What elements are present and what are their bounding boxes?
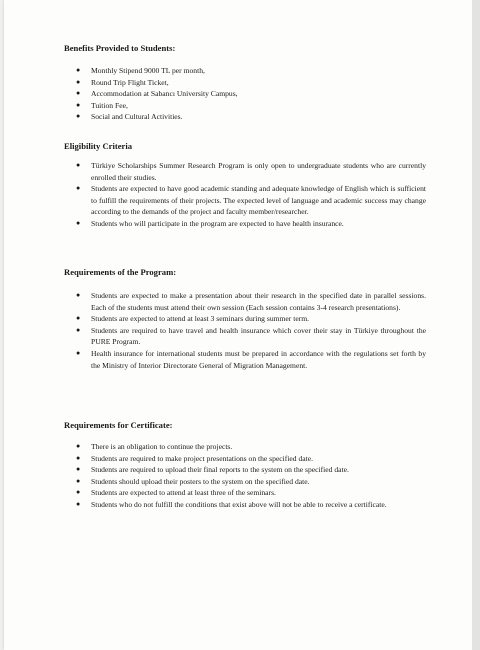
bullet-icon: ● [76,453,81,462]
bullet-icon: ● [76,100,81,109]
list-item: ● Monthly Stipend 9000 TL per month, [76,66,205,75]
list-item: ● There is an obligation to continue the projects. [76,442,233,451]
bullet-icon: ● [76,442,81,450]
page-edge [472,0,480,650]
certificate-requirements-section [64,420,426,511]
bullet-icon: ● [76,89,81,98]
eligibility-section [64,141,426,230]
section-heading: Eligibility Criteria [64,141,133,151]
bullet-icon: ● [76,218,81,227]
bullet-icon: ● [76,161,81,169]
list-item: ● Türkiye Scholarships Summer Research Program is only open to undergraduate students who are currently enrolled their studies. [76,161,426,182]
list-item: ● Students are required to have travel and health insurance which cover their stay in Türkiye throughout the PURE Program. [76,325,426,347]
benefits-section [64,43,426,123]
list-item: ● Students are expected to attend at least 3 seminars during summer term. [76,314,310,324]
bullet-icon: ● [76,499,81,508]
list-item: ● Students who do not fulfill the conditions that exist above will not be able to receive a certificate. [76,499,387,509]
bullet-icon: ● [76,465,81,474]
bullet-icon: ● [76,291,81,299]
bullet-icon: ● [76,348,81,357]
list-item: ● Round Trip Flight Ticket, [76,77,169,87]
bullet-icon: ● [76,488,81,497]
section-heading: Requirements of the Program: [64,267,177,277]
section-heading: Benefits Provided to Students: [64,43,176,53]
list-item: ● Tuition Fee, [76,100,128,110]
list-item: ● Students are expected to attend at least three of the seminars. [76,488,276,498]
bullet-icon: ● [76,112,81,121]
list-item: ● Health insurance for international students must be prepared in accordance with the regulations set forth by the Ministry of Interior Directorate General of Migration Management. [76,348,426,370]
list-item: ● Students should upload their posters to the system on the specified date. [76,476,310,486]
bullet-icon: ● [76,184,81,193]
program-requirements-list [64,290,426,371]
document-page [4,0,472,650]
bullet-icon: ● [76,476,81,485]
bullet-icon: ● [76,77,81,86]
certificate-requirements-list [64,441,426,511]
list-item: ● Social and Cultural Activities. [76,112,183,122]
list-item: ● Students who will participate in the program are expected to have health insurance. [76,218,344,228]
list-item: ● Students are required to upload their final reports to the system on the specified date. [76,465,349,475]
section-heading: Requirements for Certificate: [64,420,173,430]
list-item: ● Accommodation at Sabancı University Campus, [76,89,238,99]
program-requirements-section [64,267,426,371]
list-item: ● Students are expected to make a presentation about their research in the specified date in parallel sessions. Each of the students must attend their own session (Each session contains 3-4 research presentations). [76,291,426,312]
list-item: ● Students are expected to have good academic standing and adequate knowledge of English which is sufficient to fulfill the requirements of their projects. The expected level of language and academic success may change according to the demands of the project and faculty member/researcher. [76,184,426,217]
bullet-icon: ● [76,66,81,74]
eligibility-list [64,160,426,230]
benefits-list [64,65,426,123]
bullet-icon: ● [76,314,81,323]
bullet-icon: ● [76,325,81,334]
list-item: ● Students are required to make project presentations on the specified date. [76,453,314,463]
